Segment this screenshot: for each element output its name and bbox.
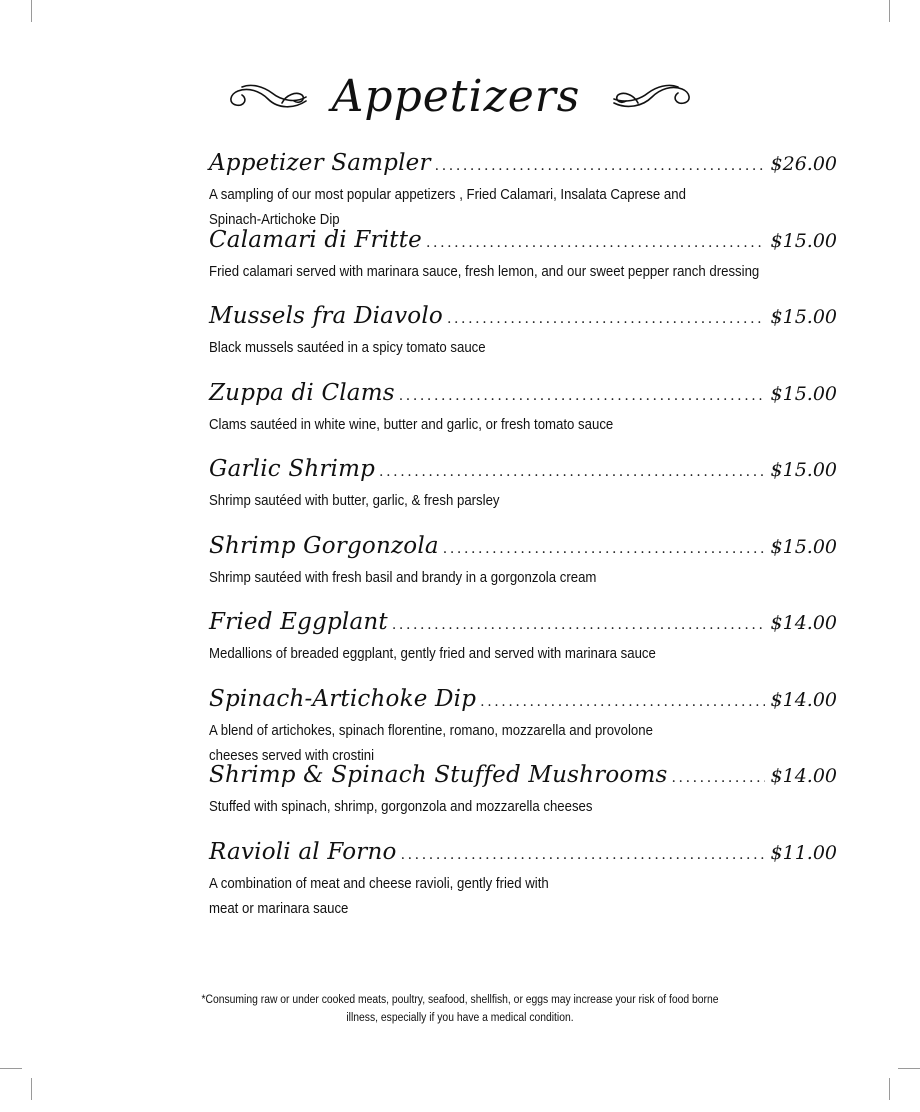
menu-item: [209, 380, 837, 457]
item-description: Shrimp sautéed with butter, garlic, & fresh parsley: [209, 492, 500, 509]
item-price: $14.00: [770, 612, 837, 634]
menu-item: [209, 227, 837, 304]
dot-leader: [426, 235, 765, 251]
footnote-text: *Consuming raw or under cooked meats, poultry, seafood, shellfish, or eggs may increase your risk of food borne illness, especially if you have a medical condition.: [201, 994, 719, 1024]
dot-leader: [480, 694, 764, 710]
menu-item: [209, 456, 837, 533]
item-price: $14.00: [770, 688, 837, 711]
page-title: Appetizers: [331, 71, 581, 122]
item-description: A blend of artichokes, spinach florentine, romano, mozzarella and provolone cheeses served with crostini: [209, 721, 653, 764]
item-price: $15.00: [770, 229, 837, 252]
menu-item: [209, 533, 837, 610]
item-name: Shrimp Gorgonzola: [209, 532, 439, 559]
item-name: Mussels fra Diavolo: [209, 303, 443, 329]
crop-mark-bottom-left: [31, 1078, 32, 1100]
crop-mark-top-left: [31, 0, 32, 22]
item-description: A sampling of our most popular appetizers , Fried Calamari, Insalata Caprese and Spinach-Artichoke Dip: [209, 186, 686, 228]
item-name: Appetizer Sampler: [209, 150, 431, 176]
item-description: Fried calamari served with marinara sauce, fresh lemon, and our sweet pepper ranch dressing: [209, 262, 760, 280]
item-price: $26.00: [770, 153, 837, 175]
item-description: Shrimp sautéed with fresh basil and brandy in a gorgonzola cream: [209, 568, 597, 586]
item-name: Ravioli al Forno: [209, 838, 397, 865]
dot-leader: [399, 388, 765, 404]
menu-item: [209, 839, 837, 916]
dot-leader: [671, 770, 764, 786]
item-name: Garlic Shrimp: [209, 456, 376, 482]
dot-leader: [379, 464, 764, 480]
dot-leader: [401, 847, 765, 863]
menu-item: [209, 609, 837, 686]
item-description: A combination of meat and cheese ravioli, gently fried with meat or marinara sauce: [209, 874, 549, 917]
crop-mark-top-right: [889, 0, 890, 22]
item-price: $11.00: [770, 841, 837, 864]
menu-item: [209, 150, 837, 227]
item-price: $15.00: [770, 535, 837, 558]
item-description: Black mussels sautéed in a spicy tomato sauce: [209, 339, 486, 356]
item-price: $14.00: [770, 765, 837, 787]
menu-item: [209, 762, 837, 839]
menu-header: [0, 62, 920, 132]
menu-item: [209, 303, 837, 380]
scroll-flourish-icon: [224, 79, 308, 115]
scroll-flourish-icon: [612, 79, 696, 115]
item-price: $15.00: [770, 382, 837, 405]
item-description: Clams sautéed in white wine, butter and garlic, or fresh tomato sauce: [209, 415, 614, 433]
item-name: Zuppa di Clams: [209, 379, 395, 406]
dot-leader: [447, 311, 765, 327]
appetizer-list: [209, 150, 837, 915]
item-description: Stuffed with spinach, shrimp, gorgonzola and mozzarella cheeses: [209, 798, 593, 815]
crop-mark-left-bottom: [0, 1068, 22, 1069]
item-name: Shrimp & Spinach Stuffed Mushrooms: [209, 762, 668, 788]
health-disclaimer: [0, 991, 920, 1027]
item-price: $15.00: [770, 306, 837, 328]
crop-mark-right-bottom: [898, 1068, 920, 1069]
item-description: Medallions of breaded eggplant, gently fried and served with marinara sauce: [209, 645, 656, 662]
dot-leader: [392, 617, 765, 633]
crop-mark-bottom-right: [889, 1078, 890, 1100]
item-name: Calamari di Fritte: [209, 226, 422, 253]
dot-leader: [443, 541, 765, 557]
item-price: $15.00: [770, 459, 837, 481]
item-name: Fried Eggplant: [209, 609, 388, 635]
dot-leader: [435, 158, 765, 174]
item-name: Spinach-Artichoke Dip: [209, 685, 477, 712]
menu-item: [209, 686, 837, 763]
